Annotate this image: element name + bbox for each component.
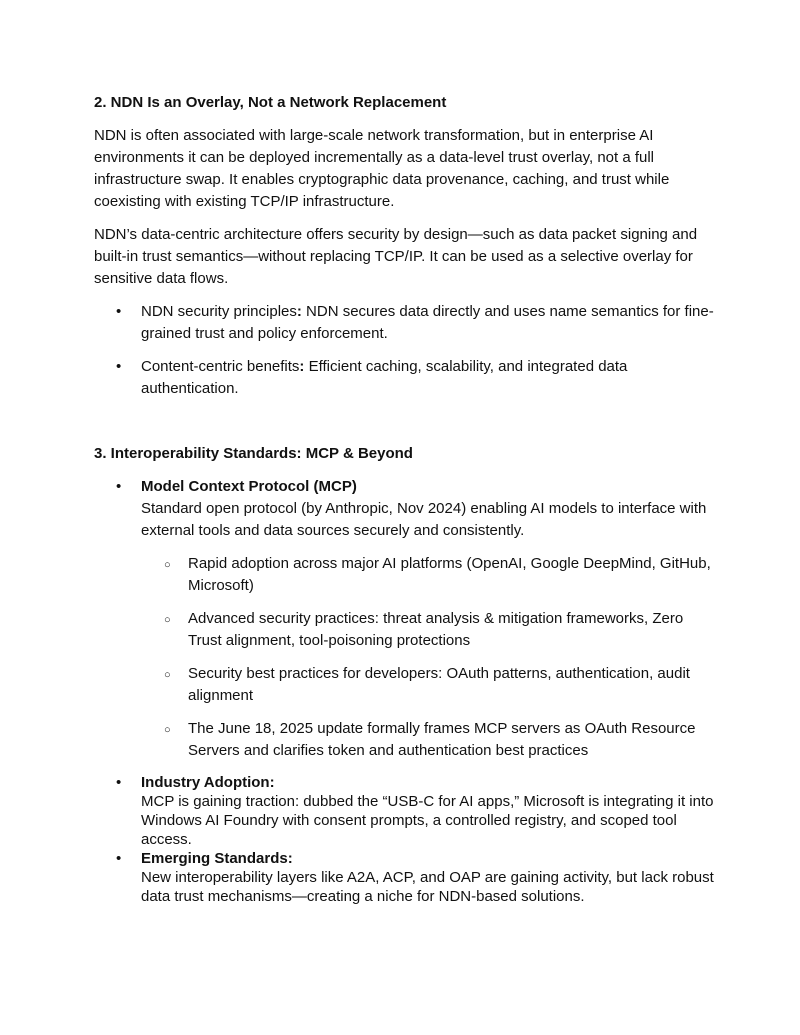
document-page	[94, 92, 714, 906]
bullet-text: Efficient caching, scalability, and integrated data authentication.	[141, 358, 628, 397]
list-item	[94, 301, 714, 345]
bullet-text: NDN secures data directly and uses name semantics for fine-grained trust and policy enforcement.	[141, 303, 714, 342]
sub-list-item	[141, 608, 714, 652]
list-item	[94, 849, 714, 906]
sub-list-item	[141, 553, 714, 597]
sub-item-text: Rapid adoption across major AI platforms (OpenAI, Google DeepMind, GitHub, Microsoft)	[188, 555, 711, 594]
list-item	[94, 773, 714, 849]
sub-list-item	[141, 663, 714, 707]
circle-bullet-icon: ○	[164, 559, 171, 571]
section-2-paragraph-2: NDN’s data-centric architecture offers security by design—such as data packet signing and built-in trust semantics—without replacing TCP/IP. It can be used as a selective overlay for sensitive data flows.	[94, 226, 698, 287]
list-item	[94, 476, 714, 762]
bullet-colon: :	[299, 358, 305, 375]
bullet-colon: :	[296, 303, 302, 320]
bullet-icon: •	[116, 303, 122, 320]
circle-bullet-icon: ○	[164, 614, 171, 626]
mcp-description: Standard open protocol (by Anthropic, Nov 2024) enabling AI models to interface with external tools and data sources securely and consistently.	[141, 500, 707, 539]
sub-list-item	[141, 718, 714, 762]
section-2-paragraph-1: NDN is often associated with large-scale network transformation, but in enterprise AI environments it can be deployed incrementally as a data-level trust overlay, not a full infrastructure swap. It enables cryptographic data provenance, caching, and trust while coexisting with existing TCP/IP infrastructure.	[94, 127, 670, 210]
sub-item-text: The June 18, 2025 update formally frames MCP servers as OAuth Resource Servers and clarifies token and authentication best practices	[188, 720, 696, 759]
section-3-bullet-list	[94, 476, 714, 906]
bullet-icon: •	[116, 478, 122, 495]
section-2-heading: 2. NDN Is an Overlay, Not a Network Replacement	[94, 94, 447, 111]
bullet-icon: •	[116, 774, 122, 791]
sub-item-text: Advanced security practices: threat analysis & mitigation frameworks, Zero Trust alignment, tool-poisoning protections	[188, 610, 684, 649]
section-3-heading: 3. Interoperability Standards: MCP & Beyond	[94, 445, 413, 462]
emerging-standards-title: Emerging Standards:	[141, 850, 293, 867]
list-item	[94, 356, 714, 400]
bullet-icon: •	[116, 358, 122, 375]
sub-item-text: Security best practices for developers: OAuth patterns, authentication, audit alignment	[188, 665, 690, 704]
bullet-label: NDN security principles	[141, 303, 297, 320]
section-2-bullet-list	[94, 301, 714, 400]
emerging-standards-description: New interoperability layers like A2A, ACP, and OAP are gaining activity, but lack robust data trust mechanisms—creating a niche for NDN-based solutions.	[141, 869, 714, 905]
mcp-title: Model Context Protocol (MCP)	[141, 478, 357, 495]
industry-adoption-description: MCP is gaining traction: dubbed the “USB-C for AI apps,” Microsoft is integrating it into Windows AI Foundry with consent prompts, a controlled registry, and scoped tool access.	[141, 793, 714, 848]
bullet-icon: •	[116, 850, 122, 867]
bullet-label: Content-centric benefits	[141, 358, 300, 375]
circle-bullet-icon: ○	[164, 724, 171, 736]
industry-adoption-title: Industry Adoption:	[141, 774, 275, 791]
mcp-sub-list	[141, 553, 714, 762]
circle-bullet-icon: ○	[164, 669, 171, 681]
